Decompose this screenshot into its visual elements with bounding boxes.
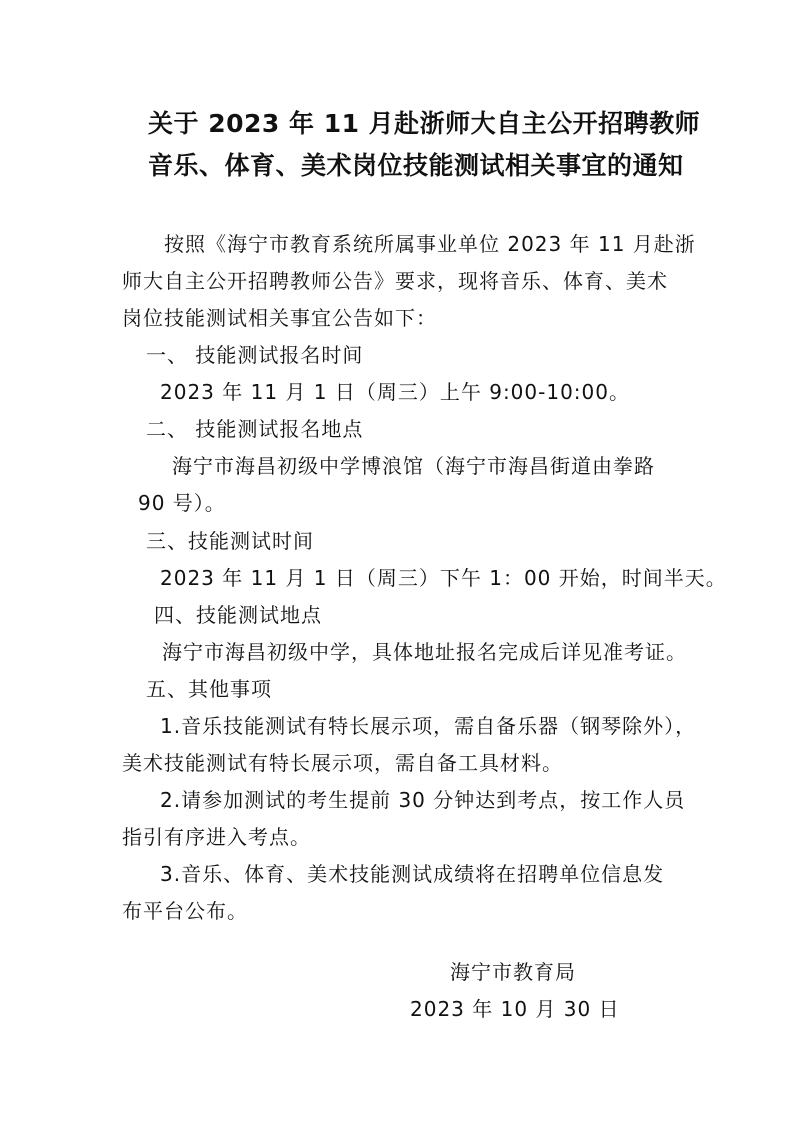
section-2-body-line-1: 海宁市海昌初级中学博浪馆（海宁市海昌街道由拳路 [172, 454, 655, 478]
item-1-line-2: 美术技能测试有特长展示项，需自备工具材料。 [122, 751, 563, 775]
item-1-line-1: 1.音乐技能测试有特长展示项，需自备乐器（钢琴除外）， [160, 714, 697, 738]
item-2-line-1: 2.请参加测试的考生提前 30 分钟达到考点，按工作人员 [160, 788, 686, 812]
intro-line-3: 岗位技能测试相关事宜公告如下： [122, 306, 437, 330]
section-3-body: 2023 年 11 月 1 日（周三）下午 1：00 开始，时间半天。 [160, 566, 727, 590]
title-line-2: 音乐、体育、美术岗位技能测试相关事宜的通知 [148, 151, 684, 180]
item-3-line-1: 3.音乐、体育、美术技能测试成绩将在招聘单位信息发 [160, 862, 665, 886]
intro-line-2: 师大自主公开招聘教师公告》要求，现将音乐、体育、美术 [122, 269, 668, 293]
section-4-body: 海宁市海昌初级中学，具体地址报名完成后详见准考证。 [162, 640, 687, 664]
item-3-line-2: 布平台公布。 [122, 899, 248, 923]
item-2-line-2: 指引有序进入考点。 [122, 825, 311, 849]
section-3-heading: 三、技能测试时间 [146, 529, 314, 553]
section-2-body-line-2: 90 号）。 [138, 491, 226, 515]
section-1-body: 2023 年 11 月 1 日（周三）上午 9:00-10:00。 [160, 380, 630, 404]
intro-line-1: 按照《海宁市教育系统所属事业单位 2023 年 11 月赴浙 [164, 232, 696, 256]
section-4-heading: 四、技能测试地点 [154, 603, 322, 627]
title-line-1: 关于 2023 年 11 月赴浙师大自主公开招聘教师 [148, 109, 701, 138]
signature-org: 海宁市教育局 [450, 960, 576, 984]
section-5-heading: 五、其他事项 [146, 677, 272, 701]
signature-date: 2023 年 10 月 30 日 [410, 997, 620, 1021]
section-1-heading: 一、 技能测试报名时间 [146, 343, 364, 367]
section-2-heading: 二、 技能测试报名地点 [146, 417, 364, 441]
